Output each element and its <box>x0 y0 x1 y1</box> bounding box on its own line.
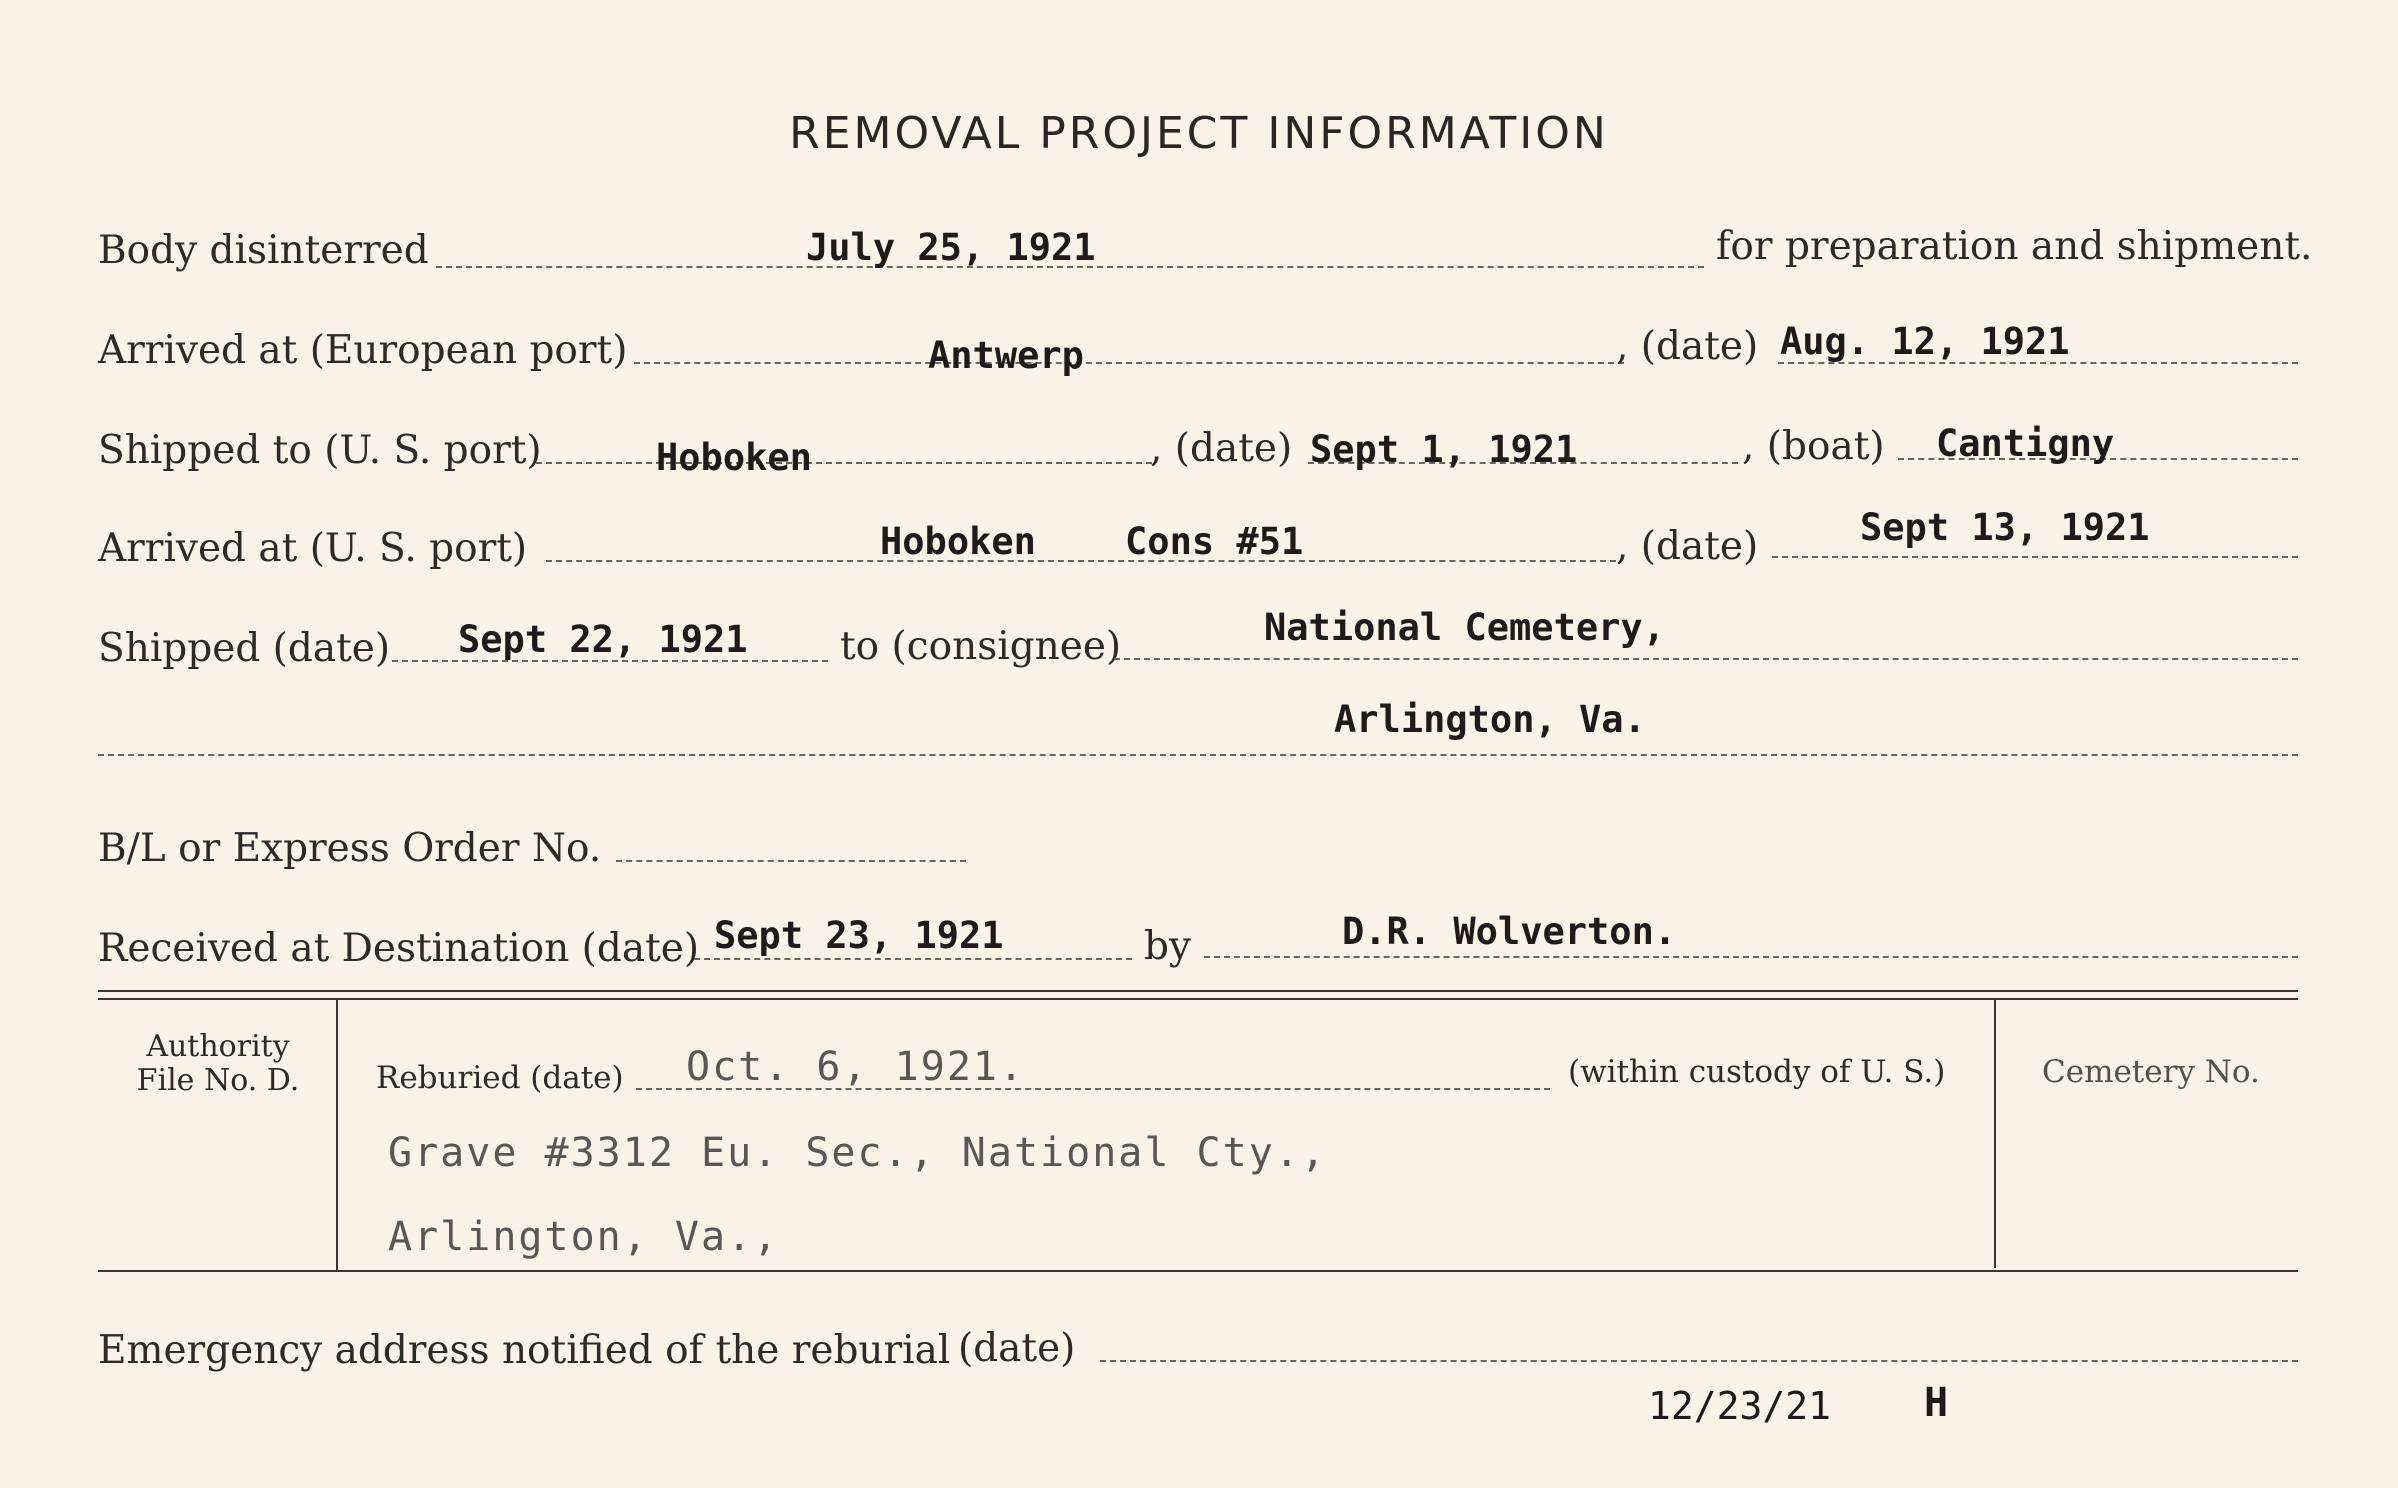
arrived-europe-line <box>634 362 1624 364</box>
consignee-line <box>1114 658 2298 660</box>
arrived-us-date-line <box>1772 556 2298 558</box>
consignee-line1: National Cemetery, <box>1264 606 1665 649</box>
arrived-europe-date-value: Aug. 12, 1921 <box>1780 320 2070 363</box>
consignee-label: to (consignee) <box>840 624 1122 669</box>
body-disinterred-value: July 25, 1921 <box>806 226 1096 269</box>
shipped-date-label: Shipped (date) <box>98 626 391 671</box>
received-by-value: D.R. Wolverton. <box>1342 910 1677 953</box>
card-title: REMOVAL PROJECT INFORMATION <box>789 108 1609 159</box>
emergency-date-label: (date) <box>958 1326 1076 1371</box>
body-disinterred-label: Body disinterred <box>98 228 429 273</box>
received-label: Received at Destination (date) <box>98 926 700 971</box>
shipped-us-value: Hoboken <box>656 436 812 479</box>
cemetery-no-label: Cemetery No. <box>2042 1054 2260 1090</box>
box-divider-left <box>336 1000 338 1272</box>
box-top-rule-2 <box>98 998 2298 1000</box>
arrived-us-value: Hoboken Cons #51 <box>880 520 1304 563</box>
reburied-value: Oct. 6, 1921. <box>686 1044 1026 1090</box>
received-value: Sept 23, 1921 <box>714 914 1004 957</box>
grave-line2: Arlington, Va., <box>388 1214 780 1260</box>
shipped-us-date-label: , (date) <box>1150 426 1293 471</box>
bl-order-label: B/L or Express Order No. <box>98 826 602 871</box>
custody-label: (within custody of U. S.) <box>1568 1054 1946 1090</box>
emergency-initials: H <box>1924 1380 1949 1426</box>
arrived-europe-value: Antwerp <box>928 334 1084 377</box>
arrived-europe-label: Arrived at (European port) <box>98 328 628 373</box>
consignee-line2: Arlington, Va. <box>1334 698 1646 741</box>
shipped-us-boat-label: , (boat) <box>1742 424 1885 469</box>
received-line <box>694 958 1132 960</box>
shipped-us-label: Shipped to (U. S. port) <box>98 428 542 473</box>
arrived-us-date-label: , (date) <box>1616 524 1759 569</box>
shipped-us-boat-value: Cantigny <box>1936 422 2115 465</box>
shipped-us-line <box>536 462 1152 464</box>
received-by-line <box>1204 956 2298 958</box>
grave-line1: Grave #3312 Eu. Sec., National Cty., <box>388 1130 1327 1176</box>
box-divider-right <box>1994 1000 1996 1268</box>
received-by-label: by <box>1144 924 1191 969</box>
box-top-rule <box>98 990 2298 992</box>
reburied-label: Reburied (date) <box>376 1060 624 1096</box>
body-disinterred-suffix: for preparation and shipment. <box>1716 224 2313 269</box>
authority-line2: File No. D. <box>136 1063 300 1098</box>
shipped-us-date-value: Sept 1, 1921 <box>1310 428 1578 471</box>
emergency-line <box>1100 1360 2298 1362</box>
arrived-europe-date-label: , (date) <box>1616 324 1759 369</box>
emergency-stamp-date: 12/23/21 <box>1648 1384 1832 1428</box>
authority-line1: Authority <box>146 1029 290 1064</box>
arrived-us-label: Arrived at (U. S. port) <box>98 526 528 571</box>
box-bottom-rule <box>98 1270 2298 1272</box>
shipped-date-value: Sept 22, 1921 <box>458 618 748 661</box>
emergency-label: Emergency address notified of the reburial <box>98 1328 951 1373</box>
arrived-us-date-value: Sept 13, 1921 <box>1860 506 2150 549</box>
consignee-line-2 <box>98 754 2298 756</box>
bl-order-line <box>616 860 966 862</box>
